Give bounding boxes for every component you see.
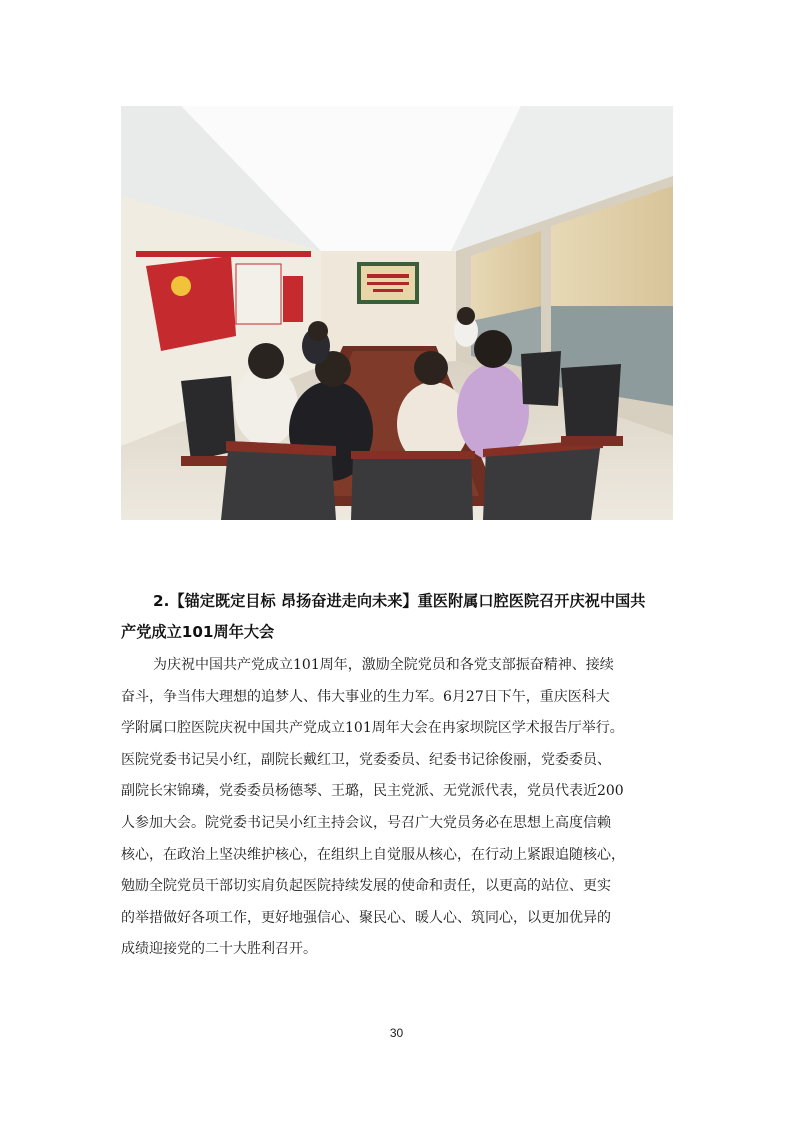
- paragraph-line: 医院党委书记吴小红，副院长戴红卫，党委委员、纪委书记徐俊丽，党委委员、: [121, 751, 611, 768]
- paragraph-line: 勉励全院党员干部切实肩负起医院持续发展的使命和责任，以更高的站位、更实: [121, 878, 611, 895]
- heading-line-2: 产党成立101周年大会: [121, 623, 275, 641]
- meeting-photo: [121, 106, 673, 520]
- paragraph-line: 成绩迎接党的二十大胜利召开。: [121, 941, 317, 958]
- paragraph-line: 核心，在政治上坚决维护核心，在组织上自觉服从核心，在行动上紧跟追随核心，: [121, 846, 625, 863]
- page-number: 30: [389, 1026, 404, 1040]
- paragraph-line: 副院长宋锦璘，党委委员杨德琴、王璐，民主党派、无党派代表，党员代表近200: [121, 783, 624, 800]
- paragraph-line: 奋斗，争当伟大理想的追梦人、伟大事业的生力军。6月27日下午，重庆医科大: [121, 688, 610, 705]
- paragraph-line: 学附属口腔医院庆祝中国共产党成立101周年大会在冉家坝院区学术报告厅举行。: [121, 720, 624, 737]
- article-paragraph: [121, 650, 681, 966]
- paragraph-line: 为庆祝中国共产党成立101周年，激励全院党员和各党支部振奋精神、接续: [153, 657, 614, 673]
- section-heading: [121, 586, 681, 648]
- paragraph-line: 人参加大会。院党委书记吴小红主持会议，号召广大党员务必在思想上高度信赖: [121, 814, 611, 831]
- paragraph-line: 的举措做好各项工作，更好地强信心、聚民心、暖人心、筑同心，以更加优异的: [121, 909, 611, 926]
- heading-line-1: 2.【锚定既定目标 昂扬奋进走向未来】重医附属口腔医院召开庆祝中国共: [153, 592, 646, 610]
